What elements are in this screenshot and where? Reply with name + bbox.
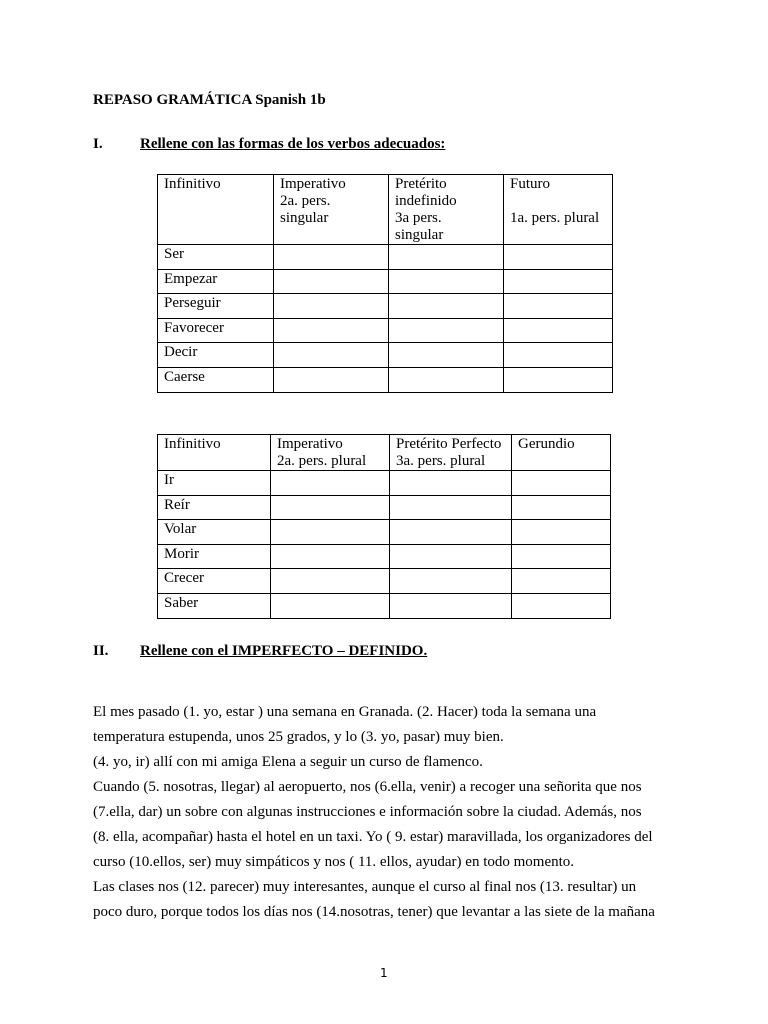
answer-cell[interactable]: [274, 245, 389, 270]
header-cell-text: 3a pers.: [395, 210, 442, 226]
header-cell-text: singular: [395, 227, 444, 243]
verb-table-1: [157, 174, 613, 393]
header-cell-text: 2a. pers. plural: [277, 453, 367, 469]
table-row: [158, 245, 613, 270]
header-cell: [389, 175, 504, 245]
table-row: [158, 544, 611, 569]
header-cell: [274, 175, 389, 245]
verb-table-2: [157, 434, 611, 619]
header-cell-text: [510, 193, 606, 210]
table-row: [158, 569, 611, 594]
infinitive-cell: Saber: [158, 593, 271, 618]
section-2-number: II.: [93, 643, 109, 659]
answer-cell[interactable]: [512, 520, 611, 545]
answer-cell[interactable]: [390, 471, 512, 496]
paragraph-line: Las clases nos (12. parecer) muy interesantes, aunque el curso al final nos (13. resultar) un: [93, 879, 637, 895]
section-1-heading: Rellene con las formas de los verbos adecuados:: [140, 136, 446, 152]
header-cell-text: Futuro: [510, 176, 551, 192]
answer-cell[interactable]: [504, 245, 613, 270]
infinitive-cell: Decir: [158, 343, 274, 368]
answer-cell[interactable]: [504, 269, 613, 294]
table-header-row: [158, 175, 613, 245]
header-cell: [158, 175, 274, 245]
infinitive-cell: Reír: [158, 495, 271, 520]
answer-cell[interactable]: [390, 495, 512, 520]
table-row: [158, 471, 611, 496]
paragraph-line: Cuando (5. nosotras, llegar) al aeropuerto, nos (6.ella, venir) a recoger una señorita que nos: [93, 779, 642, 795]
infinitive-cell: Volar: [158, 520, 271, 545]
page-title: REPASO GRAMÁTICA Spanish 1b: [93, 92, 326, 108]
answer-cell[interactable]: [271, 569, 390, 594]
answer-cell[interactable]: [504, 367, 613, 392]
header-cell-text: Infinitivo: [164, 436, 221, 452]
paragraph-line: temperatura estupenda, unos 25 grados, y lo (3. yo, pasar) muy bien.: [93, 729, 504, 745]
header-cell: [390, 435, 512, 471]
infinitive-cell: Favorecer: [158, 318, 274, 343]
infinitive-cell: Perseguir: [158, 294, 274, 319]
paragraph-line: (7.ella, dar) un sobre con algunas instrucciones e información sobre la ciudad. Además, nos: [93, 804, 642, 820]
paragraph-line: El mes pasado (1. yo, estar ) una semana en Granada. (2. Hacer) toda la semana una: [93, 704, 597, 720]
answer-cell[interactable]: [274, 269, 389, 294]
table-row: [158, 495, 611, 520]
answer-cell[interactable]: [271, 520, 390, 545]
table-row: [158, 269, 613, 294]
table-row: [158, 367, 613, 392]
answer-cell[interactable]: [504, 294, 613, 319]
answer-cell[interactable]: [389, 343, 504, 368]
paragraph-line: poco duro, porque todos los días nos (14.nosotras, tener) que levantar a las siete de la mañana: [93, 904, 655, 920]
header-cell: [158, 435, 271, 471]
infinitive-cell: Ser: [158, 245, 274, 270]
paragraph-line: (8. ella, acompañar) hasta el hotel en un taxi. Yo ( 9. estar) maravillada, los organizadores del: [93, 829, 653, 845]
answer-cell[interactable]: [512, 495, 611, 520]
answer-cell[interactable]: [389, 245, 504, 270]
answer-cell[interactable]: [274, 367, 389, 392]
answer-cell[interactable]: [389, 294, 504, 319]
infinitive-cell: Crecer: [158, 569, 271, 594]
exercise-paragraph: [93, 700, 683, 925]
header-cell: [512, 435, 611, 471]
answer-cell[interactable]: [512, 544, 611, 569]
table-row: [158, 318, 613, 343]
answer-cell[interactable]: [274, 318, 389, 343]
answer-cell[interactable]: [389, 318, 504, 343]
answer-cell[interactable]: [390, 569, 512, 594]
infinitive-cell: Caerse: [158, 367, 274, 392]
page-number: 1: [380, 966, 388, 980]
table-row: [158, 593, 611, 618]
infinitive-cell: Ir: [158, 471, 271, 496]
infinitive-cell: Morir: [158, 544, 271, 569]
header-cell-text: 1a. pers. plural: [510, 210, 600, 226]
answer-cell[interactable]: [271, 471, 390, 496]
header-cell-text: Infinitivo: [164, 176, 221, 192]
header-cell-text: Imperativo: [280, 176, 346, 192]
answer-cell[interactable]: [390, 593, 512, 618]
infinitive-cell: Empezar: [158, 269, 274, 294]
answer-cell[interactable]: [504, 318, 613, 343]
table-row: [158, 294, 613, 319]
header-cell-text: indefinido: [395, 193, 457, 209]
paragraph-line: (4. yo, ir) allí con mi amiga Elena a seguir un curso de flamenco.: [93, 754, 483, 770]
paragraph-line: curso (10.ellos, ser) muy simpáticos y nos ( 11. ellos, ayudar) en todo momento.: [93, 854, 575, 870]
answer-cell[interactable]: [389, 367, 504, 392]
header-cell-text: 2a. pers.: [280, 193, 331, 209]
header-cell-text: 3a. pers. plural: [396, 453, 486, 469]
answer-cell[interactable]: [271, 495, 390, 520]
header-cell: [271, 435, 390, 471]
header-cell-text: Gerundio: [518, 436, 575, 452]
answer-cell[interactable]: [389, 269, 504, 294]
table-row: [158, 343, 613, 368]
answer-cell[interactable]: [512, 569, 611, 594]
answer-cell[interactable]: [274, 294, 389, 319]
section-2-heading: Rellene con el IMPERFECTO – DEFINIDO.: [140, 643, 428, 659]
header-cell-text: singular: [280, 210, 329, 226]
answer-cell[interactable]: [504, 343, 613, 368]
section-1-number: I.: [93, 136, 103, 152]
header-cell-text: Pretérito: [395, 176, 447, 192]
answer-cell[interactable]: [271, 544, 390, 569]
table-header-row: [158, 435, 611, 471]
header-cell: [504, 175, 613, 245]
header-cell-text: Pretérito Perfecto: [396, 436, 502, 452]
answer-cell[interactable]: [271, 593, 390, 618]
answer-cell[interactable]: [390, 520, 512, 545]
table-row: [158, 520, 611, 545]
header-cell-text: Imperativo: [277, 436, 343, 452]
answer-cell[interactable]: [390, 544, 512, 569]
answer-cell[interactable]: [512, 593, 611, 618]
answer-cell[interactable]: [512, 471, 611, 496]
answer-cell[interactable]: [274, 343, 389, 368]
